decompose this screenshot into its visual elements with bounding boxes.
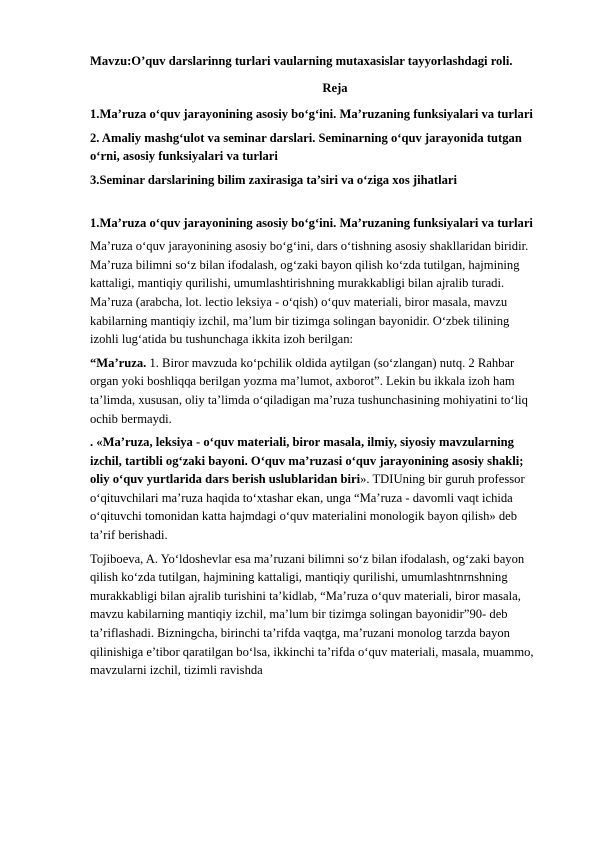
- plan-item-1: 1.Ma’ruza o‘quv jarayonining asosiy bo‘g‘ini. Ma’ruzaning funksiyalari va turlari: [90, 107, 533, 122]
- spacer: [90, 190, 536, 214]
- plan-heading: Reja: [322, 80, 348, 95]
- paragraph-2: [90, 354, 536, 428]
- paragraph-3-text: ». TDIUning bir guruh professor o‘qituvchilari ma’ruza haqida to‘xtashar ekan, unga “Ma’ruza - davomli vaqt ichida o‘qituvchi tomonidan katta hajmdagi o‘quv materialini monologik bayon qilish» deb ta’rif berishadi.: [90, 472, 525, 543]
- paragraph-4: Tojiboeva, A. Yo‘ldoshevlar esa ma’ruzani bilimni so‘z bilan ifodalash, og‘zaki bayon qilish ko‘zda tutilgan, hajmining kattaligi, mantiqiy qurilishi, umumlashtnrnshning murakkabligi bilan ajralib turishini ta’kidlab, “Ma’ruza o‘quv materiali, biror masala, mavzu kabilarning mantiqiy izchil, ma’lum bir tizimga solingan bayonidir”90- deb ta’riflashadi. Bizningcha, birinchi ta’rifda vaqtga, ma’ruzani monolog tarzda bayon qilinishiga e’tibor qaratilgan bo‘lsa, ikkinchi ta’rifda o‘quv materiali, masala, muammo, mavzularni izchil, tizimli ravishda: [90, 551, 534, 678]
- plan-item-3: 3.Seminar darslarining bilim zaxirasiga ta’siri va o‘ziga xos jihatlari: [90, 172, 457, 187]
- paragraph-2-text: 1. Biror mavzuda ko‘pchilik oldida aytilgan (so‘zlangan) nutq. 2 Rahbar organ yoki boshliqqa berilgan yozma ma’lumot, axborot”. Lekin bu ikkala izoh ham ta’limda, xususan, oliy ta’limda o‘qiladigan ma’ruza tushunchasining mohiyatini to‘liq ochib bermaydi.: [90, 355, 528, 426]
- paragraph-3: [90, 433, 536, 545]
- paragraph-2-bold: “Ma’ruza.: [90, 355, 147, 370]
- paragraph-1: Ma’ruza o‘quv jarayonining asosiy bo‘g‘ini, dars o‘tishning asosiy shakllaridan biridir. Ma’ruza bilimni so‘z bilan ifodalash, og‘zaki bayon qilish ko‘zda tutilgan, hajmining kattaligi, mantiqiy qurilishi, umumlashtirishning murakkabligi bilan ajralib turadi. Ma’ruza (arabcha, lot. lectio leksiya - o‘qish) o‘quv materiali, biror masala, mavzu kabilarning mantiqiy izchil, ma’lum bir tizimga solingan bayonidir. O‘zbek tilining izohli lug‘atida bu tushunchaga ikkita izoh berilgan:: [90, 239, 529, 347]
- plan-item-2: 2. Amaliy mashg‘ulot va seminar darslari. Seminarning o‘quv jarayonida tutgan o‘rni, asosiy funksiyalari va turlari: [90, 130, 522, 164]
- document-title: Mavzu:O’quv darslarinng turlari vaularning mutaxasislar tayyorlashdagi roli.: [90, 54, 513, 68]
- paragraph-3-bold: . «Ma’ruza, leksiya - o‘quv materiali, biror masala, ilmiy, siyosiy mavzularning izchil, tartibli og‘zaki bayoni. O‘quv ma’ruzasi o‘quv jarayonining asosiy shakli; oliy o‘quv yurtlarida dars berish uslublaridan biri: [90, 435, 524, 487]
- section-heading: 1.Ma’ruza o‘quv jarayonining asosiy bo‘g‘ini. Ma’ruzaning funksiyalari va turlari: [90, 215, 533, 230]
